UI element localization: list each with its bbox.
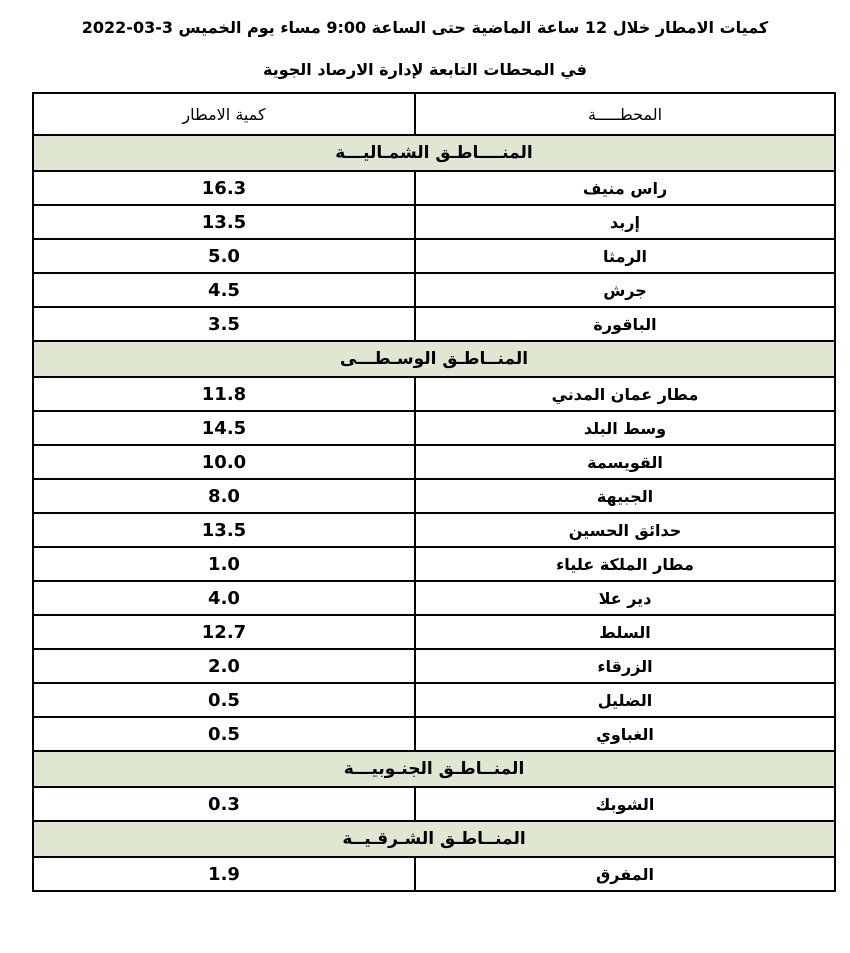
table-row	[33, 615, 835, 649]
table-row	[33, 787, 835, 821]
station-name: الشوبك	[415, 787, 835, 821]
rain-amount: 8.0	[33, 479, 415, 513]
rain-amount: 5.0	[33, 239, 415, 273]
station-name: المفرق	[415, 857, 835, 891]
station-name: حدائق الحسين	[415, 513, 835, 547]
rain-amount: 4.5	[33, 273, 415, 307]
station-name: الغباوي	[415, 717, 835, 751]
region-section-row	[33, 135, 835, 171]
rain-amount: 13.5	[33, 513, 415, 547]
header-station: المحطـــــة	[415, 93, 835, 135]
table-row	[33, 479, 835, 513]
station-name: السلط	[415, 615, 835, 649]
station-name: الضليل	[415, 683, 835, 717]
station-name: القويسمة	[415, 445, 835, 479]
rain-amount: 3.5	[33, 307, 415, 341]
rain-amount: 12.7	[33, 615, 415, 649]
report-subtitle: في المحطات التابعة لإدارة الارصاد الجوية	[262, 60, 588, 79]
table-row	[33, 273, 835, 307]
station-name: الباقورة	[415, 307, 835, 341]
rain-amount: 0.3	[33, 787, 415, 821]
station-name: إربد	[415, 205, 835, 239]
rain-amount: 0.5	[33, 683, 415, 717]
rain-amount: 0.5	[33, 717, 415, 751]
table-row	[33, 683, 835, 717]
table-row	[33, 205, 835, 239]
table-row	[33, 411, 835, 445]
table-row	[33, 445, 835, 479]
table-row	[33, 171, 835, 205]
station-name: الرمثا	[415, 239, 835, 273]
station-name: جرش	[415, 273, 835, 307]
table-row	[33, 857, 835, 891]
table-row	[33, 239, 835, 273]
table-row	[33, 649, 835, 683]
rain-amount: 1.0	[33, 547, 415, 581]
region-section-row	[33, 821, 835, 857]
rain-amount: 16.3	[33, 171, 415, 205]
rain-amount: 10.0	[33, 445, 415, 479]
station-name: الجبيهة	[415, 479, 835, 513]
station-name: مطار الملكة علياء	[415, 547, 835, 581]
region-section-row	[33, 341, 835, 377]
region-section-row	[33, 751, 835, 787]
region-name: المنــاطـق الشـرقـيــة	[33, 821, 835, 857]
region-name: المنــاطـق الوسـطـــى	[33, 341, 835, 377]
report-title: كميات الامطار خلال 12 ساعة الماضية حتى الساعة 9:00 مساء يوم الخميس 3-03-2022	[81, 18, 769, 37]
station-name: دير علا	[415, 581, 835, 615]
station-name: مطار عمان المدني	[415, 377, 835, 411]
table-row	[33, 581, 835, 615]
rainfall-table	[32, 92, 836, 892]
rain-amount: 4.0	[33, 581, 415, 615]
rain-amount: 14.5	[33, 411, 415, 445]
rain-amount: 11.8	[33, 377, 415, 411]
table-row	[33, 547, 835, 581]
header-rain-amount: كمية الامطار	[33, 93, 415, 135]
station-name: راس منيف	[415, 171, 835, 205]
region-name: المنــــاطـق الشمـاليـــة	[33, 135, 835, 171]
table-row	[33, 377, 835, 411]
station-name: الزرقاء	[415, 649, 835, 683]
table-row	[33, 307, 835, 341]
region-name: المنــاطـق الجنـوبيـــة	[33, 751, 835, 787]
rain-amount: 1.9	[33, 857, 415, 891]
table-row	[33, 513, 835, 547]
rain-amount: 2.0	[33, 649, 415, 683]
table-header-row	[33, 93, 835, 135]
rain-amount: 13.5	[33, 205, 415, 239]
table-row	[33, 717, 835, 751]
station-name: وسط البلد	[415, 411, 835, 445]
